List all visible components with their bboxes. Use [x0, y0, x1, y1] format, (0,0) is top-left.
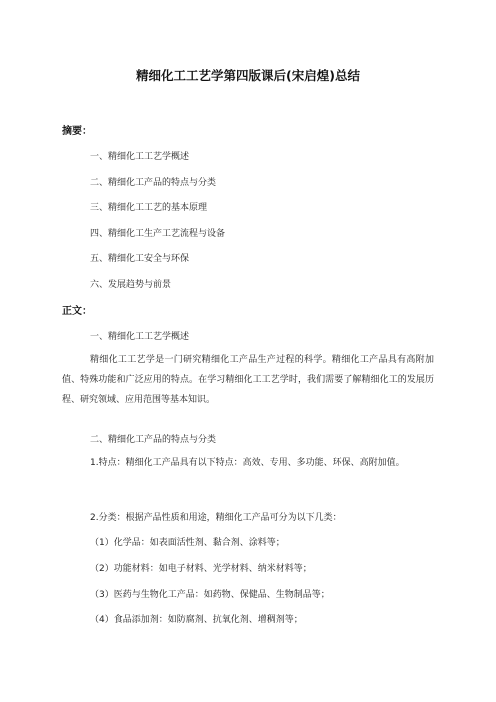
- section-title: 一、精细化工工艺学概述: [90, 332, 190, 342]
- sub-item: （4）食品添加剂：如防腐剂、抗氧化剂、增稠剂等；: [90, 615, 303, 625]
- section-paragraph: 精细化工工艺学是一门研究精细化工产品生产过程的科学。精细化工产品具有高附加值、特殊功能和广泛应用的特点。在学习精细化工工艺学时，我们需要了解精细化工的发展历程、研究领域、应用范围等基本知识。: [62, 355, 434, 405]
- sub-item: （1）化学品：如表面活性剂、黏合剂、涂料等；: [90, 538, 285, 548]
- abstract-item: 六、发展趋势与前景: [90, 280, 172, 290]
- document-title: 精细化工工艺学第四版课后(宋启煌)总结: [136, 68, 360, 83]
- abstract-item: 一、精细化工工艺学概述: [90, 152, 190, 162]
- point-paragraph: 1.特点：精细化工产品具有以下特点：高效、专用、多功能、环保、高附加值。: [90, 458, 405, 468]
- body-heading: 正文：: [62, 306, 92, 317]
- section-title: 二、精细化工产品的特点与分类: [90, 435, 217, 445]
- abstract-item: 三、精细化工工艺的基本原理: [90, 203, 208, 213]
- sub-item: （2）功能材料：如电子材料、光学材料、纳米材料等；: [90, 564, 312, 574]
- abstract-heading: 摘要：: [62, 126, 92, 137]
- abstract-item: 五、精细化工安全与环保: [90, 254, 190, 264]
- point-paragraph: 2.分类：根据产品性质和用途，精细化工产品可分为以下几类：: [90, 513, 342, 523]
- abstract-item: 二、精细化工产品的特点与分类: [90, 178, 217, 188]
- sub-item: （3）医药与生物化工产品：如药物、保健品、生物制品等；: [90, 590, 330, 600]
- abstract-item: 四、精细化工生产工艺流程与设备: [90, 229, 226, 239]
